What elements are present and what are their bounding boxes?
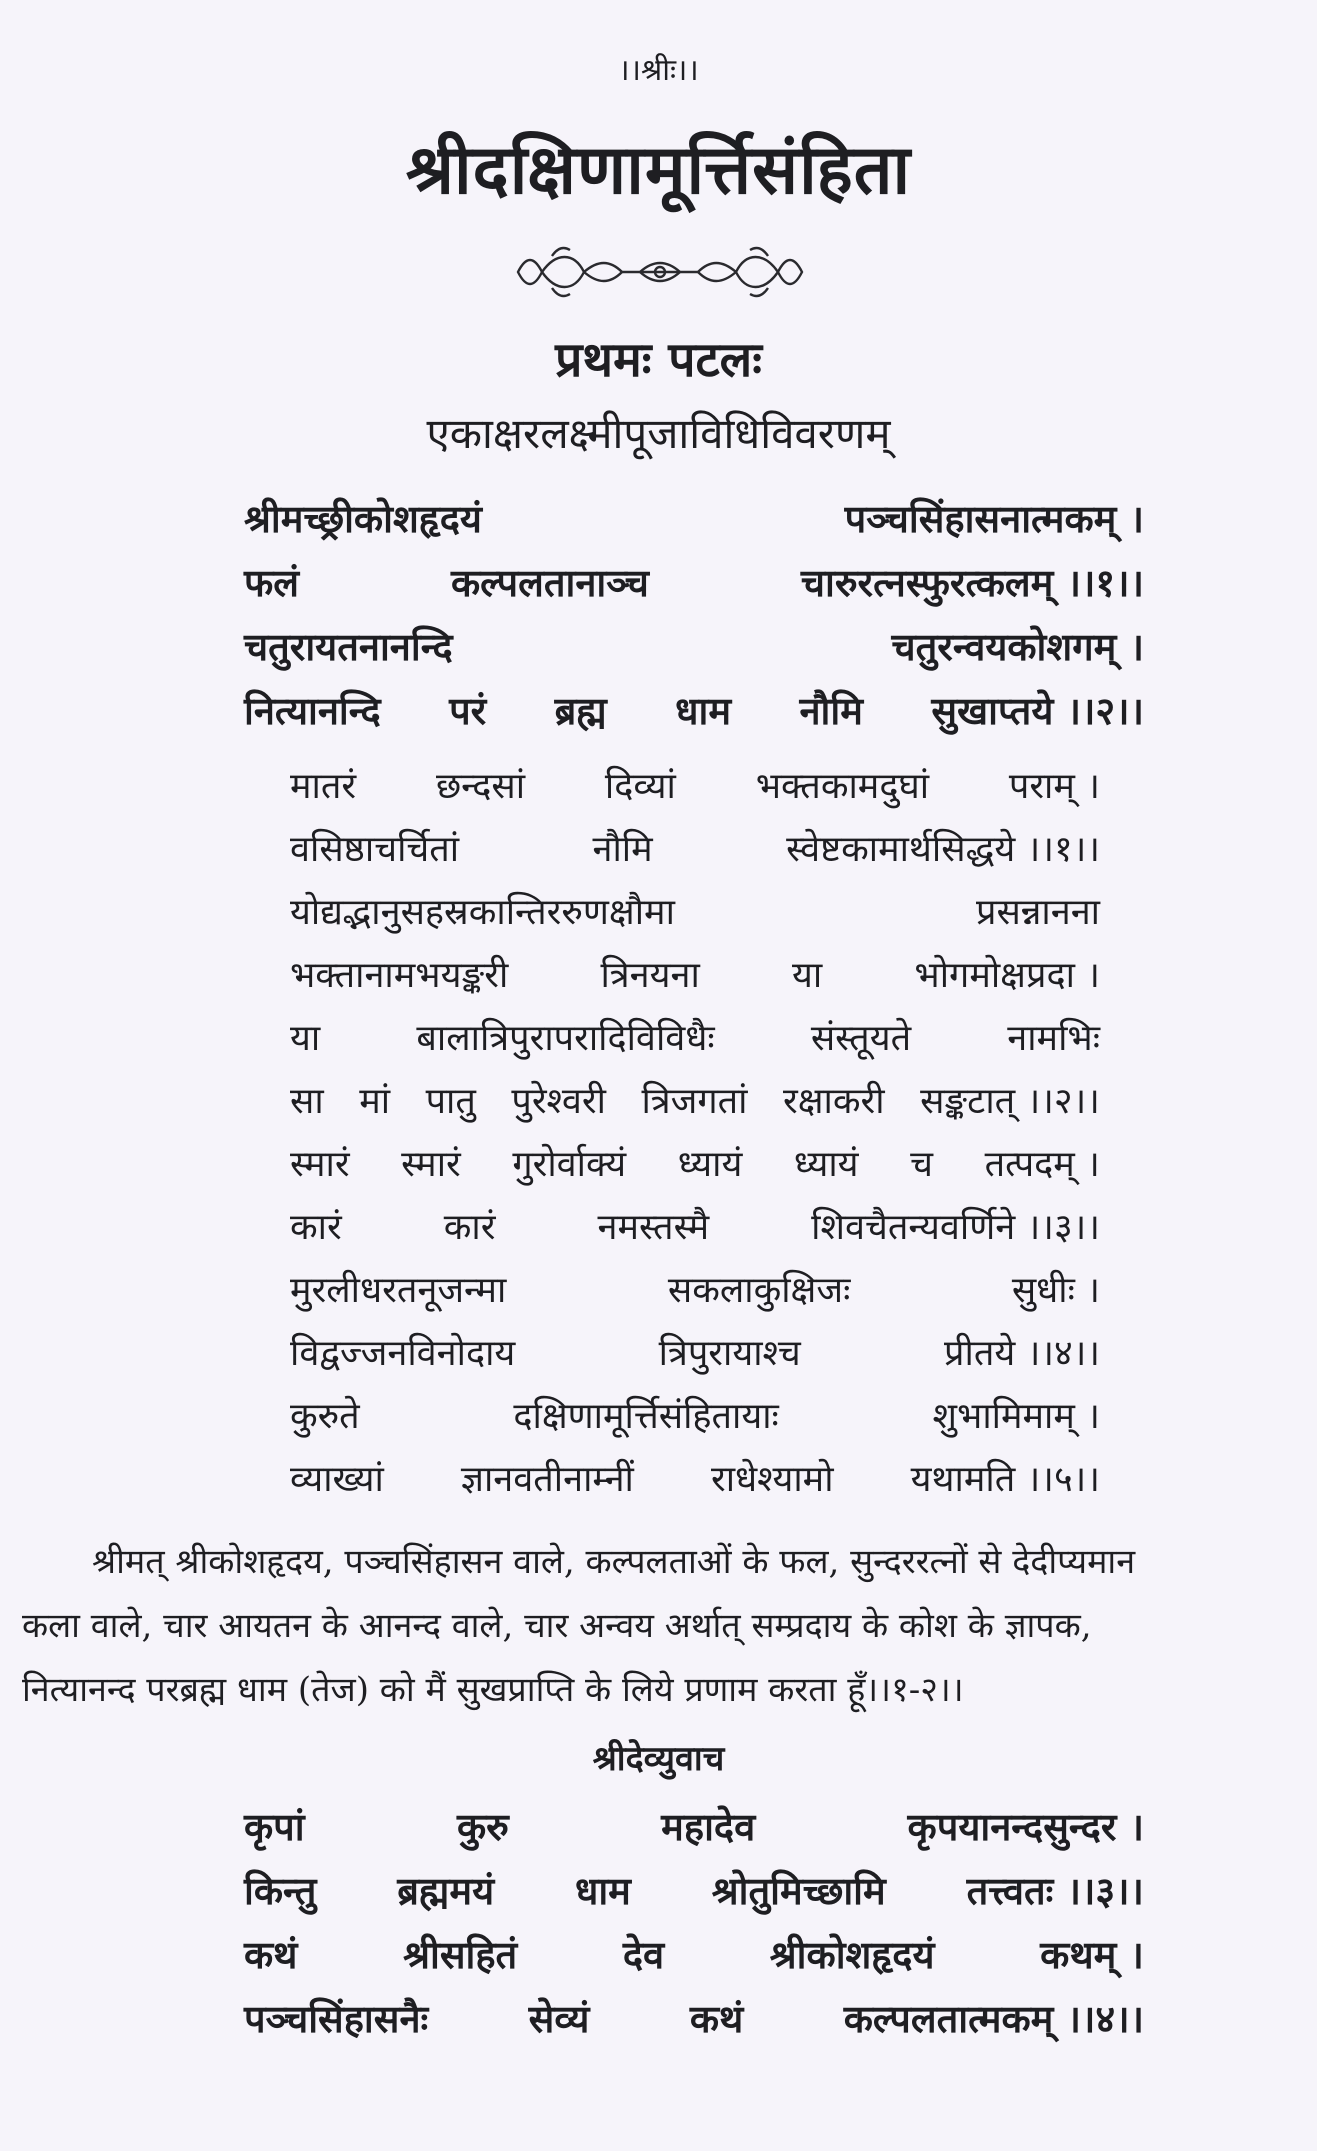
verse-line [290, 1390, 1100, 1439]
verse-word: यथामति ।।५।। [910, 1459, 1100, 1500]
verse-word: वसिष्ठाचर्चितां [290, 829, 460, 870]
verse-word: सकलाकुक्षिजः [667, 1270, 851, 1311]
verse-word: भक्तकामदुघां [755, 766, 930, 807]
verse-word: श्रोतुमिच्छामि [711, 1868, 886, 1913]
verse-word: पञ्चसिंहासनात्मकम् । [844, 496, 1144, 541]
verse-word: मुरलीधरतनूजन्मा [290, 1270, 507, 1311]
decorative-ornament [512, 236, 808, 308]
verse-word: मातरं [290, 766, 357, 807]
verse-word: भक्तानामभयङ्करी [290, 955, 509, 996]
verse-word: ब्रह्म [554, 688, 607, 733]
verse-word: छन्दसां [435, 766, 526, 807]
verse-line [290, 1138, 1100, 1187]
verse-word: कृपयानन्दसुन्दर । [907, 1804, 1144, 1849]
verse-word: देव [622, 1932, 665, 1977]
verse-word: ज्ञानवतीनाम्नीं [460, 1459, 634, 1500]
verse-line [290, 1327, 1100, 1376]
verse-word: सङ्कटात् ।।२।। [920, 1081, 1100, 1122]
verse-line [244, 1800, 1144, 1852]
verse-word: रक्षाकरी [782, 1081, 885, 1122]
verse-word: कारं [443, 1207, 496, 1248]
verse-word: श्रीसहितं [403, 1932, 518, 1977]
verse-word: सा [290, 1081, 324, 1122]
page-title: श्रीदक्षिणामूर्त्तिसंहिता [405, 130, 912, 210]
verse-line [290, 1264, 1100, 1313]
verse-line [290, 823, 1100, 872]
chapter-subtitle: एकाक्षरलक्ष्मीपूजाविधिविवरणम् [426, 409, 891, 458]
verse-line [290, 1453, 1100, 1502]
verse-line [244, 1992, 1144, 2044]
verse-word: सुखाप्तये ।।२।। [931, 688, 1144, 733]
verse-word: पातु [425, 1081, 476, 1122]
verse-word: नौमि [799, 688, 863, 733]
verse-word: बालात्रिपुरापरादिविविधैः [416, 1018, 715, 1059]
chapter-heading: प्रथमः पटलः [555, 332, 762, 388]
verse-word: तत्पदम् । [984, 1144, 1100, 1185]
verse-word: शुभामिमाम् । [932, 1396, 1100, 1437]
verse-word: व्याख्यां [290, 1459, 384, 1500]
verse-word: कुरुते [290, 1396, 360, 1437]
verse-word: सुधीः । [1011, 1270, 1100, 1311]
verse-line [244, 1928, 1144, 1980]
verse-word: संस्तूयते [810, 1018, 912, 1059]
verse-word: किन्तु [244, 1868, 317, 1913]
verse-word: नमस्तस्मै [597, 1207, 710, 1248]
verse-word: चतुरायतनानन्दि [244, 624, 453, 669]
verse-word: नामभिः [1007, 1018, 1100, 1059]
verse-line [244, 684, 1144, 736]
verse-word: मां [359, 1081, 391, 1122]
verse-line [290, 1201, 1100, 1250]
verse-word: गुरोर्वाक्यं [512, 1144, 627, 1185]
verse-word: त्रिपुरायाश्च [658, 1333, 801, 1374]
verse-word: त्रिजगतां [641, 1081, 748, 1122]
verse-word: विद्वज्जनविनोदाय [290, 1333, 516, 1374]
translation-line: नित्यानन्द परब्रह्म धाम (तेज) को मैं सुखप्राप्ति के लिये प्रणाम करता हूँ।।१-२।। [22, 1670, 964, 1710]
verse-word: प्रीतये ।।४।। [944, 1333, 1100, 1374]
verse-word: या [792, 955, 823, 996]
translation-line: श्रीमत् श्रीकोशहृदय, पञ्चसिंहासन वाले, कल्पलताओं के फल, सुन्दररत्नों से देदीप्यमान [92, 1542, 1136, 1582]
verse-word: तत्त्वतः ।।३।। [966, 1868, 1144, 1913]
verse-line [290, 1075, 1100, 1124]
verse-word: पुरेश्वरी [511, 1081, 606, 1122]
verse-word: परं [449, 688, 487, 733]
verse-word: ब्रह्ममयं [397, 1868, 495, 1913]
verse-word: च [910, 1144, 933, 1185]
verse-word: महादेव [661, 1804, 756, 1849]
verse-word: राधेश्यामो [710, 1459, 834, 1500]
verse-word: दक्षिणामूर्त्तिसंहितायाः [513, 1396, 779, 1437]
top-mark: ।।श्रीः।। [618, 53, 699, 88]
verse-word: पञ्चसिंहासनैः [244, 1996, 429, 2041]
verse-word: शिवचैतन्यवर्णिने ।।३।। [811, 1207, 1100, 1248]
verse-word: त्रिनयना [600, 955, 700, 996]
verse-word: फलं [244, 560, 300, 605]
verse-word: ध्यायं [677, 1144, 743, 1185]
verse-word: या [290, 1018, 321, 1059]
verse-line [244, 556, 1144, 608]
verse-word: कारं [290, 1207, 342, 1248]
verse-word: कृपां [244, 1804, 305, 1849]
verse-word: भोगमोक्षप्रदा । [914, 955, 1100, 996]
verse-word: धाम [574, 1868, 631, 1913]
verse-word: चारुरत्नस्फुरत्कलम् ।।१।। [800, 560, 1144, 605]
translation-line: कला वाले, चार आयतन के आनन्द वाले, चार अन्वय अर्थात् सम्प्रदाय के कोश के ज्ञापक, [22, 1606, 1092, 1646]
verse-word: दिव्यां [604, 766, 676, 807]
verse-word: कथं [244, 1932, 298, 1977]
verse-word: नित्यानन्दि [244, 688, 381, 733]
verse-word: पराम् । [1008, 766, 1100, 807]
verse-word: प्रसन्नानना [976, 892, 1100, 933]
verse-line [244, 620, 1144, 672]
verse-word: सेव्यं [528, 1996, 590, 2041]
verse-word: कुरु [456, 1804, 509, 1849]
verse-word: श्रीमच्छ्रीकोशहृदयं [244, 496, 482, 541]
verse-line [244, 1864, 1144, 1916]
verse-line [290, 1012, 1100, 1061]
verse-word: स्मारं [401, 1144, 461, 1185]
verse-word: कल्पलतानाञ्च [451, 560, 649, 605]
verse-line [290, 949, 1100, 998]
verse-word: योद्यद्भानुसहस्रकान्तिररुणक्षौमा [290, 892, 675, 933]
verse-word: नौमि [592, 829, 653, 870]
verse-word: कथं [689, 1996, 744, 2041]
verse-word: कल्पलतात्मकम् ।।४।। [843, 1996, 1144, 2041]
verse-line [244, 492, 1144, 544]
verse-word: स्वेष्टकामार्थसिद्धये ।।१।। [786, 829, 1100, 870]
verse-word: स्मारं [290, 1144, 350, 1185]
verse-word: धाम [675, 688, 732, 733]
speaker-heading: श्रीदेव्युवाच [592, 1739, 725, 1779]
verse-word: चतुरन्वयकोशगम् । [891, 624, 1144, 669]
verse-word: कथम् । [1040, 1932, 1144, 1977]
verse-word: ध्यायं [793, 1144, 859, 1185]
verse-line [290, 760, 1100, 809]
verse-line [290, 886, 1100, 935]
hindi-translation [22, 1530, 1292, 1722]
verse-word: श्रीकोशहृदयं [769, 1932, 935, 1977]
